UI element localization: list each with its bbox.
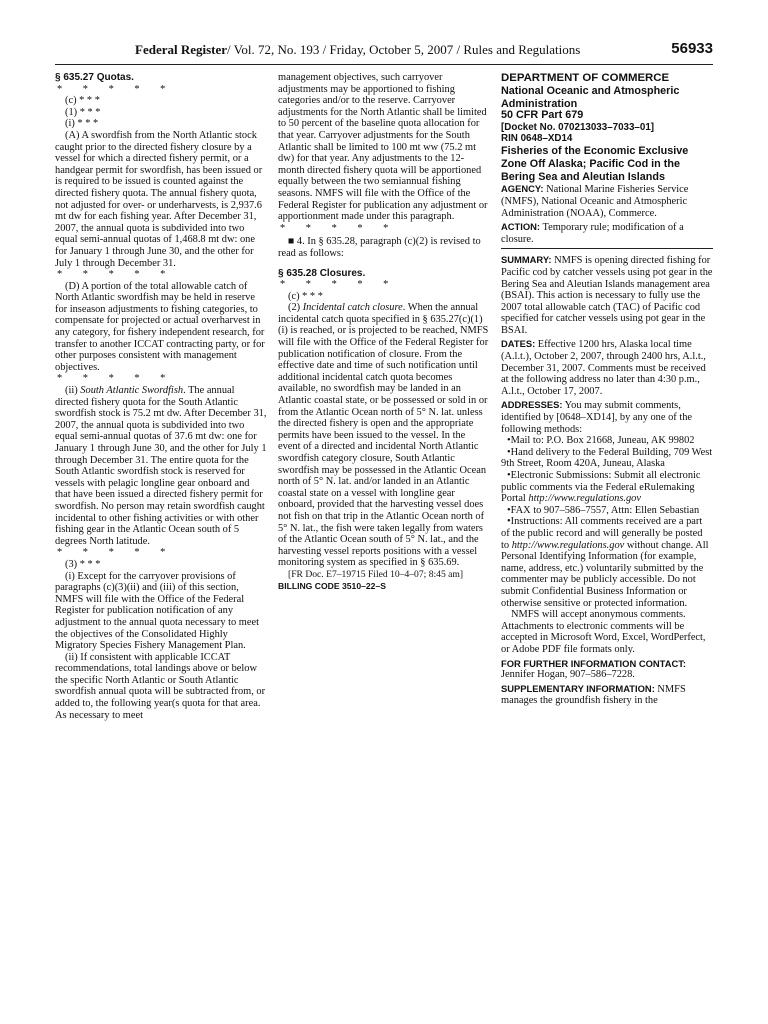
omission-stars: * * * * * bbox=[57, 83, 166, 95]
anonymous-comments: NMFS will accept anonymous comments. Attachments to electronic comments will be accepted in Microsoft Word, Excel, WordPerfect, or Adobe PDF file formats only. bbox=[501, 609, 706, 655]
paragraph-subject: South Atlantic Swordfish bbox=[80, 385, 184, 397]
paragraph-continuation: management objectives, such carryover adjustments may be apportioned to fishing categories and/or to the reserve. Carryover adjustments for the North Atlantic shall be limited to 50 percent of the baseline quota allocation for that year. Carryover adjustments for the South Atlantic shall be limited to 100 mt ww (75.2 mt dw) for that year. Any adjustments to the 12-month directed fishery quota will be apportioned equally between the two semiannual fishing seasons. NMFS will file with the Office of the Federal Register for publication any adjustment or apportionment made under this paragraph. bbox=[278, 72, 488, 223]
bullet-text: without change. All Personal Identifying Information (for example, name, address, etc.) voluntarily submitted by the commenter may be publicly accessible. Do not submit Confidential Business Information or otherwise sensitive or protected information. bbox=[501, 539, 709, 609]
paragraph-A: (A) A swordfish from the North Atlantic stock caught prior to the directed fishery closure by a vessel for which a directed fishery permit, or a handgear permit for swordfish, has been issued or is required to be issued is counted against the directed fishery quota. The annual fishery quota, not adjusted for over- or underharvests, is 2,937.6 mt dw for each fishing year. After December 31, 2007, the annual quota is subdivided into two equal semi-annual quotas of 1,468.8 mt dw: one for January 1 through June 30, and the other for July 1 through December 31. bbox=[55, 129, 263, 269]
column-3 bbox=[501, 72, 713, 1002]
field-text: Effective 1200 hrs, Alaska local time (A.l.t.), October 2, 2007, through 2400 hrs, A.l.t., December 31, 2007. Comments must be received at the following address no later than 4:30 p.m., A.l.t., October 17, 2007. bbox=[501, 339, 706, 397]
field-text: NMFS is opening directed fishing for Pacific cod by catcher vessels using pot gear in the Bering Sea and Aleutian Islands management area (BSAI). This action is necessary to fully use the 2007 total allowable catch (TAC) of Pacific cod specified for catcher vessels using pot gear in the BSAI. bbox=[501, 255, 713, 336]
paragraph-c: (c) * * * bbox=[288, 290, 323, 302]
field-text: NMFS manages the groundfish fishery in the bbox=[501, 683, 686, 707]
omission-stars: * * * * * bbox=[280, 279, 389, 291]
department-heading: DEPARTMENT OF COMMERCE bbox=[501, 72, 670, 84]
header-rule bbox=[55, 64, 713, 65]
publication-name: Federal Register bbox=[135, 42, 228, 57]
regulations-link[interactable]: http://www.regulations.gov bbox=[528, 493, 641, 505]
omission-stars: * * * * * bbox=[57, 547, 166, 559]
address-bullet-fax: •FAX to 907–586–7557, Attn: Ellen Sebastian bbox=[507, 504, 700, 516]
regulations-link[interactable]: http://www.regulations.gov bbox=[511, 539, 625, 551]
field-label: ADDRESSES: bbox=[501, 399, 563, 411]
page-header bbox=[55, 38, 713, 64]
address-bullet-mail: •Mail to: P.O. Box 21668, Juneau, AK 99802 bbox=[507, 435, 695, 447]
field-label: SUMMARY: bbox=[501, 254, 552, 266]
supplementary-paragraph bbox=[501, 683, 713, 707]
paragraph-c: (c) * * * bbox=[65, 95, 100, 107]
field-text: Temporary rule; modification of a closure. bbox=[501, 222, 684, 245]
column-1 bbox=[55, 72, 267, 1002]
divider bbox=[501, 248, 713, 249]
section-heading: § 635.28 Closures. bbox=[278, 267, 366, 279]
agency-paragraph bbox=[501, 183, 713, 219]
contact-label: FOR FURTHER INFORMATION CONTACT: bbox=[501, 657, 687, 669]
paragraph-ii bbox=[55, 385, 267, 547]
rin-number: RIN 0648–XD14 bbox=[501, 133, 573, 145]
paragraph-3-ii: (ii) If consistent with applicable ICCAT recommendations, total landings above or below the specific North Atlantic or South Atlantic swordfish annual quota will be subtracted from, or added to, the following year(s quota for that area. As necessary to meet bbox=[55, 651, 266, 721]
document-title: Fisheries of the Economic Exclusive Zone Off Alaska; Pacific Cod in the Bering Sea and Aleutian Islands bbox=[501, 144, 689, 183]
paragraph-D: (D) A portion of the total allowable catch of North Atlantic swordfish may be held in reserve for inseason adjustments to fishing categories, to compensate for projected or actual overharvest in any category, for fishery independent research, for transfer to another ICCAT contracting party, or for other purposes consistent with management objectives. bbox=[55, 280, 265, 373]
billing-code: BILLING CODE 3510–22–S bbox=[278, 580, 386, 591]
paragraph-3-i: (i) Except for the carryover provisions of paragraphs (c)(3)(ii) and (iii) of this section, NMFS will file with the Office of the Federal Register for publication notification of any adjustment to the annual quota necessary to meet the objectives of the Consolidated Highly Migratory Species Fishery Management Plan. bbox=[55, 570, 259, 652]
bullet-text: •Electronic Submissions: Submit all electronic public comments via the Federal eRulemaking Portal bbox=[501, 470, 701, 505]
paragraph-3: (3) * * * bbox=[65, 558, 101, 570]
action-paragraph bbox=[501, 221, 713, 245]
field-label: DATES: bbox=[501, 338, 536, 350]
docket-number: [Docket No. 070213033–7033–01] bbox=[501, 121, 655, 133]
section-heading: § 635.27 Quotas. bbox=[55, 72, 134, 83]
field-text: You may submit comments, identified by [0648–XD14], by any one of the following methods: bbox=[501, 400, 693, 435]
address-bullet-electronic bbox=[501, 470, 713, 505]
amendment-instruction: ■ 4. In § 635.28, paragraph (c)(2) is revised to read as follows: bbox=[278, 236, 481, 259]
paragraph-i: (i) * * * bbox=[65, 118, 99, 130]
paragraph-subject: Incidental catch closure bbox=[302, 302, 403, 314]
column-2 bbox=[278, 72, 490, 1002]
field-label: AGENCY: bbox=[501, 183, 544, 195]
addresses-paragraph bbox=[501, 399, 713, 435]
agency-heading: National Oceanic and Atmospheric Administration bbox=[501, 85, 680, 110]
cfr-part: 50 CFR Part 679 bbox=[501, 109, 584, 122]
field-label: SUPPLEMENTARY INFORMATION: bbox=[501, 682, 655, 694]
address-bullet-instructions bbox=[501, 516, 713, 609]
omission-stars: * * * * * bbox=[280, 222, 389, 234]
paragraph-2 bbox=[278, 302, 490, 569]
summary-paragraph bbox=[501, 254, 713, 336]
issue-details: / Vol. 72, No. 193 / Friday, October 5, 2007 / Rules and Regulations bbox=[227, 42, 581, 57]
paragraph-1: (1) * * * bbox=[65, 106, 101, 118]
field-text: National Marine Fisheries Service (NMFS), National Oceanic and Atmospheric Administration (NOAA), Commerce. bbox=[501, 184, 689, 219]
omission-stars: * * * * * bbox=[57, 269, 166, 281]
field-label: ACTION: bbox=[501, 221, 541, 233]
paragraph-body: . The annual directed fishery quota for the South Atlantic swordfish stock is 75.2 mt dw. After December 31, 2007, the annual quota is subdivided into two equal semi-annual quotas of 37.6 mt dw: one for January 1 through June 30, and the other for July 1 through December 31. The entire quota for the South Atlantic swordfish stock is reserved for vessels with pelagic longline gear onboard and that have been issued a directed fishery permit for swordfish. No person may retain swordfish caught incidental to other fishing activities or with other fishing gear in the Atlantic Ocean south of 5 degrees North latitude. bbox=[55, 385, 267, 547]
page-number: 56933 bbox=[671, 40, 713, 57]
fr-doc-line: [FR Doc. E7–19715 Filed 10–4–07; 8:45 am] bbox=[288, 568, 464, 580]
contact-text: Jennifer Hogan, 907–586–7228. bbox=[501, 669, 635, 681]
dates-paragraph bbox=[501, 338, 713, 397]
paragraph-label: (2) bbox=[288, 302, 303, 314]
omission-stars: * * * * * bbox=[57, 373, 166, 385]
paragraph-body: . When the annual incidental catch quota specified in § 635.27(c)(1)(i) is reached, or is projected to be reached, NMFS will file with the Office of the Federal Register for publication notification of closure. From the effective date and time of such notification until additional incidental catch quota becomes available, no swordfish may be landed in an Atlantic coastal state, or be possessed or sold in or from the Atlantic Ocean north of 5° N. lat. unless the directed fishery is open and the appropriate permits have been issued to the vessel. In the event of a directed and incidental North Atlantic swordfish category closure, South Atlantic swordfish may be possessed in the Atlantic Ocean north of 5° N. lat. and/or landed in an Atlantic coastal state on a vessel with longline gear onboard, provided that the harvesting vessel does not fish on that trip in the Atlantic Ocean north of 5° N. lat., the fish were taken legally from waters of the Atlantic Ocean south of 5° N. lat., and the harvesting vessel reports positions with a vessel monitoring system as specified in § 635.69. bbox=[278, 302, 489, 569]
bullet-text: •Instructions: All comments received are a part of the public record and will generally be posted to bbox=[501, 516, 703, 551]
paragraph-label: (ii) bbox=[65, 385, 81, 397]
address-bullet-hand: •Hand delivery to the Federal Building, 709 West 9th Street, Room 420A, Juneau, Alaska bbox=[501, 446, 713, 470]
running-head bbox=[135, 42, 580, 58]
